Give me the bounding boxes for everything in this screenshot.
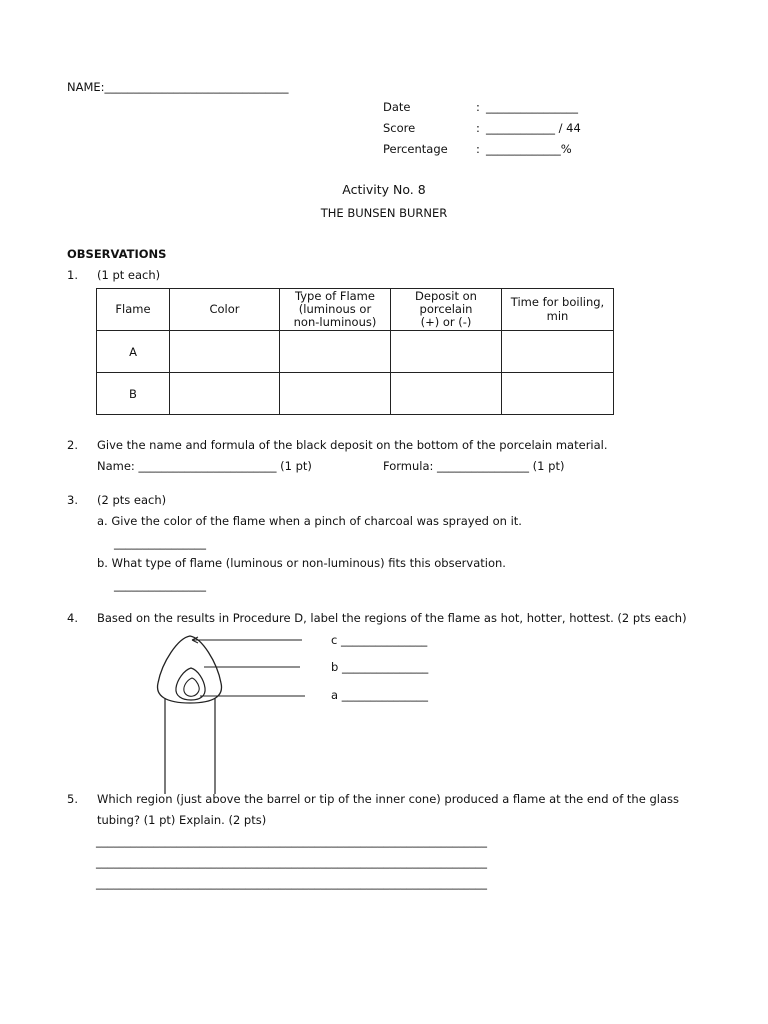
score-label: Score [383,121,416,135]
activity-subtitle: THE BUNSEN BURNER [320,206,448,220]
table-cell-color[interactable] [170,373,280,415]
region-label-b: b _______________ [331,660,429,674]
date-colon: : [476,100,480,114]
innermost-cone [184,678,199,696]
table-row [97,331,614,373]
table-row [97,373,614,415]
q3b-blank: ________________ [114,578,206,592]
region-label-a: a _______________ [331,688,428,702]
table-cell-deposit[interactable] [391,373,502,415]
q2-number: 2. [67,438,78,452]
date-blank: ________________ [486,100,578,114]
table-cell-deposit[interactable] [391,331,502,373]
q2-text: Give the name and formula of the black deposit on the bottom of the porcelain material. [97,438,608,452]
q2-name-line: Name: ________________________ (1 pt) [97,459,312,473]
region-label-c: c _______________ [331,633,428,647]
observations-table [96,288,614,415]
activity-title: Activity No. 8 [342,182,426,197]
table-header-cell: Flame [97,289,170,331]
observations-heading: OBSERVATIONS [67,247,167,261]
score-blank: ____________ / 44 [486,121,581,135]
table-cell-flame: B [97,373,170,415]
table-header-cell: Type of Flame (luminous or non-luminous) [280,289,391,331]
answer-line: ____________________________________________________________________ [96,855,487,869]
q3b-text: b. What type of flame (luminous or non-luminous) fits this observation. [97,556,506,570]
table-cell-type[interactable] [280,373,391,415]
name-field: NAME:________________________________ [67,80,289,94]
q3-number: 3. [67,493,78,507]
inner-cone [176,668,205,700]
table-cell-type[interactable] [280,331,391,373]
percentage-blank: _____________% [486,142,572,156]
table-header-row [97,289,614,331]
answer-line: ____________________________________________________________________ [96,834,487,848]
q3a-blank: ________________ [114,536,206,550]
table-cell-color[interactable] [170,331,280,373]
q1-number: 1. [67,268,78,282]
score-colon: : [476,121,480,135]
table-cell-flame: A [97,331,170,373]
outer-flame [158,636,222,703]
q3-text: (2 pts each) [97,493,167,507]
q4-text: Based on the results in Procedure D, label the regions of the flame as hot, hotter, hottest. (2 pts each) [97,611,687,625]
table-header-cell: Time for boiling, min [502,289,614,331]
bunsen-flame-diagram [140,628,320,798]
percentage-colon: : [476,142,480,156]
q2-formula-line: Formula: ________________ (1 pt) [383,459,565,473]
table-cell-time[interactable] [502,373,614,415]
table-header-cell: Color [170,289,280,331]
q5-text: Which region (just above the barrel or tip of the inner cone) produced a flame at the end of the glass [97,792,679,806]
q5-number: 5. [67,792,78,806]
q4-number: 4. [67,611,78,625]
q5-text-continued: tubing? (1 pt) Explain. (2 pts) [97,813,267,827]
q3a-text: a. Give the color of the flame when a pinch of charcoal was sprayed on it. [97,514,522,528]
percentage-label: Percentage [383,142,448,156]
date-label: Date [383,100,411,114]
table-header-cell: Deposit on porcelain (+) or (-) [391,289,502,331]
table-cell-time[interactable] [502,331,614,373]
answer-line: ____________________________________________________________________ [96,876,487,890]
q1-text: (1 pt each) [97,268,161,282]
